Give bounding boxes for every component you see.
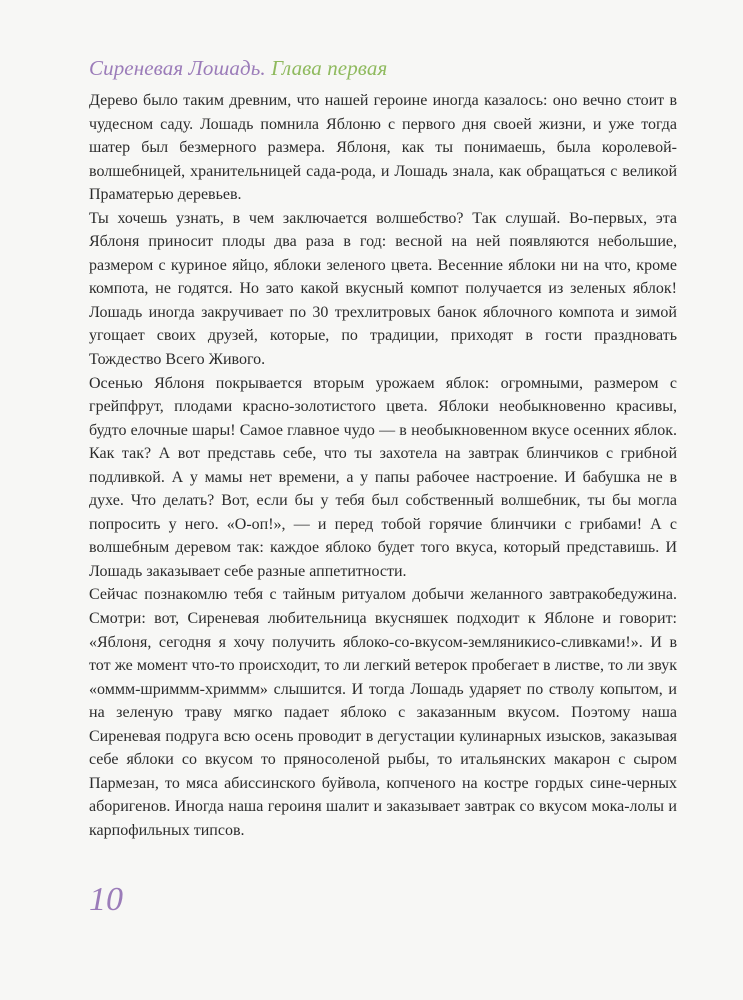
paragraph: Ты хочешь узнать, в чем заключается волшебство? Так слушай. Во-первых, эта Яблоня приносит плоды два раза в год: весной на ней появляются небольшие, размером с куриное яйцо, яблоки зеленого цвета. Весенние яблоки ни на что, кроме компота, не годятся. Но зато какой вкусный компот получается из зеленых яблок! Лошадь иногда закручивает по 30 трехлитровых банок яблочного компота и зимой угощает своих друзей, которые, по традиции, приходят в гости праздновать Тождество Всего Живого. [89,209,677,369]
page-number: 10 [89,881,123,918]
chapter-title: Глава первая [271,56,388,80]
body-text [89,89,677,843]
book-title: Сиреневая Лошадь. [89,56,266,80]
paragraph: Дерево было таким древним, что нашей героине иногда казалось: оно вечно стоит в чудесном саду. Лошадь помнила Яблоню с первого дня своей жизни, и уже тогда шатер был безмерного размера. Яблоня, как ты понимаешь, была королевой-волшебницей, хранительницей сада-рода, и Лошадь знала, как обращаться с великой Праматерью деревьев. [89,92,677,204]
paragraph: Сейчас познакомлю тебя с тайным ритуалом добычи желанного завтракобедужина. Смотри: вот, Сиреневая любительница вкусняшек подходит к Яблоне и говорит: «Яблоня, сегодня я хочу получить яблоко-со-вкусом-земляникисо-сливками!». И в тот же момент что-то происходит, то ли легкий ветерок пробегает в листве, то ли звук «оммм-шриммм-хриммм» слышится. И тогда Лошадь ударяет по стволу копытом, и на зеленую траву мягко падает яблоко с заказанным вкусом. Поэтому наша Сиреневая подруга всю осень проводит в дегустации кулинарных изысков, заказывая себе яблоки со вкусом то пряносоленой рыбы, то итальянских макарон с сыром Пармезан, то мяса абиссинского буйвола, копченого на костре гордых сине-черных аборигенов. Иногда наша героиня шалит и заказывает завтрак со вкусом мока-лолы и карпофильных типсов. [89,586,677,839]
paragraph: Осенью Яблоня покрывается вторым урожаем яблок: огромными, размером с грейпфрут, плодами красно-золотистого цвета. Яблоки необыкновенно красивы, будто елочные шары! Самое главное чудо — в необыкновенном вкусе осенних яблок. Как так? А вот представь себе, что ты захотела на завтрак блинчиков с грибной подливкой. А у мамы нет времени, а у папы рабочее настроение. И бабушка не в духе. Что делать? Вот, если бы у тебя был собственный волшебник, ты бы могла попросить у него. «О-оп!», — и перед тобой горячие блинчики с грибами! А с волшебным деревом так: каждое яблоко будет того вкуса, который представишь. И Лошадь заказывает себе разные аппетитности. [89,374,677,580]
running-header [89,56,387,81]
